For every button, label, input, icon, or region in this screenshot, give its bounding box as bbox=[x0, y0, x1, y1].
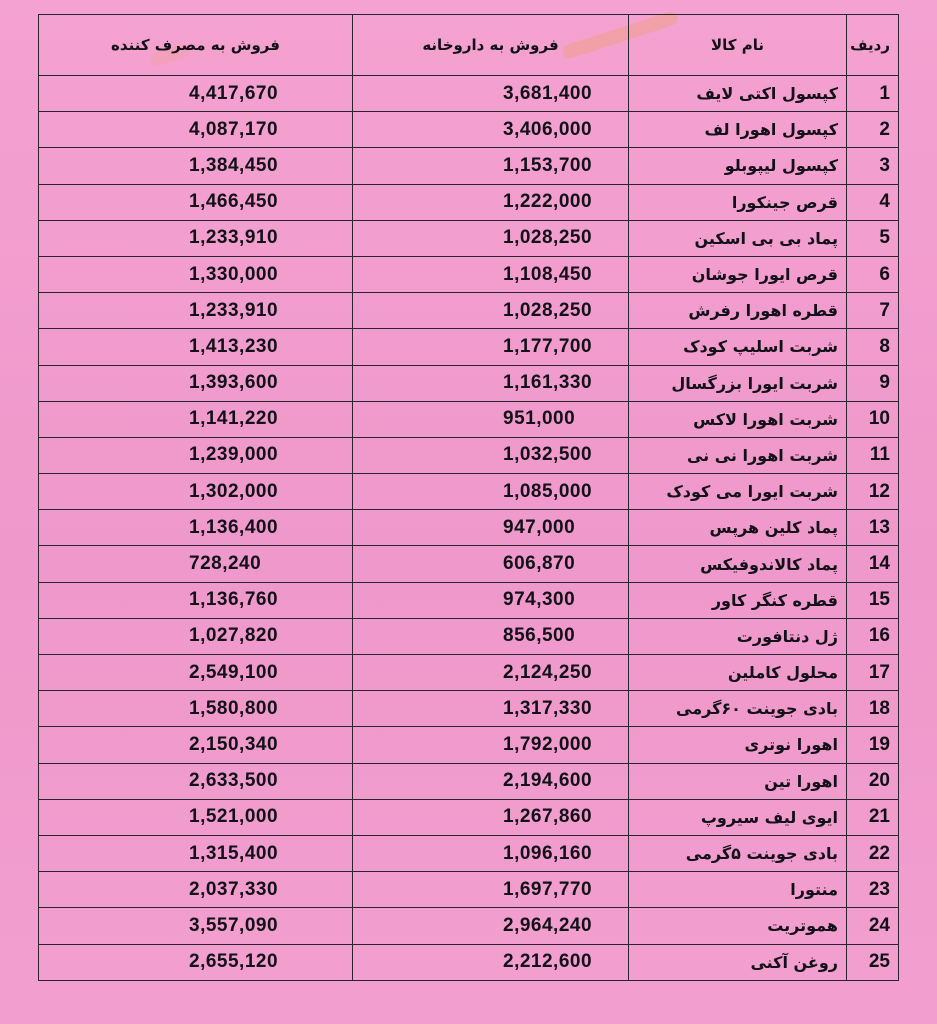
table-row bbox=[39, 799, 899, 835]
header-pharmacy-sales: فروش به داروخانه bbox=[353, 15, 629, 76]
consumer-price-cell: 2,037,330 bbox=[39, 872, 353, 908]
table-row bbox=[39, 872, 899, 908]
table-row bbox=[39, 184, 899, 220]
product-name-cell: قرص ایورا جوشان bbox=[629, 256, 847, 292]
product-name-cell: محلول کاملین bbox=[629, 655, 847, 691]
product-name-cell: کپسول لیپوبلو bbox=[629, 148, 847, 184]
table-row bbox=[39, 944, 899, 980]
pharmacy-price-cell: 2,964,240 bbox=[353, 908, 629, 944]
row-number-cell: 8 bbox=[847, 329, 899, 365]
row-number-cell: 18 bbox=[847, 691, 899, 727]
consumer-price-cell: 1,302,000 bbox=[39, 474, 353, 510]
pharmacy-price-cell: 1,267,860 bbox=[353, 799, 629, 835]
table-row bbox=[39, 76, 899, 112]
product-name-cell: شربت اهورا نی نی bbox=[629, 437, 847, 473]
table-row bbox=[39, 908, 899, 944]
table-row bbox=[39, 510, 899, 546]
consumer-price-cell: 4,417,670 bbox=[39, 76, 353, 112]
consumer-price-cell: 3,557,090 bbox=[39, 908, 353, 944]
row-number-cell: 1 bbox=[847, 76, 899, 112]
pharmacy-price-cell: 1,032,500 bbox=[353, 437, 629, 473]
consumer-price-cell: 1,384,450 bbox=[39, 148, 353, 184]
table-row bbox=[39, 618, 899, 654]
product-name-cell: شربت ایورا می کودک bbox=[629, 474, 847, 510]
pharmacy-price-cell: 2,124,250 bbox=[353, 655, 629, 691]
pharmacy-price-cell: 947,000 bbox=[353, 510, 629, 546]
product-name-cell: بادی جوینت ۶۰گرمی bbox=[629, 691, 847, 727]
row-number-cell: 5 bbox=[847, 220, 899, 256]
product-name-cell: کپسول اکتی لایف bbox=[629, 76, 847, 112]
header-row-number: ردیف bbox=[847, 15, 899, 76]
product-name-cell: روغن آکنی bbox=[629, 944, 847, 980]
product-name-cell: منتورا bbox=[629, 872, 847, 908]
pharmacy-price-cell: 1,222,000 bbox=[353, 184, 629, 220]
consumer-price-cell: 2,633,500 bbox=[39, 763, 353, 799]
consumer-price-cell: 2,549,100 bbox=[39, 655, 353, 691]
header-product-name: نام کالا bbox=[629, 15, 847, 76]
table-body bbox=[39, 76, 899, 981]
row-number-cell: 12 bbox=[847, 474, 899, 510]
row-number-cell: 19 bbox=[847, 727, 899, 763]
pharmacy-price-cell: 1,096,160 bbox=[353, 835, 629, 871]
row-number-cell: 17 bbox=[847, 655, 899, 691]
consumer-price-cell: 1,136,760 bbox=[39, 582, 353, 618]
table-row bbox=[39, 256, 899, 292]
row-number-cell: 9 bbox=[847, 365, 899, 401]
row-number-cell: 15 bbox=[847, 582, 899, 618]
row-number-cell: 4 bbox=[847, 184, 899, 220]
consumer-price-cell: 1,233,910 bbox=[39, 293, 353, 329]
product-name-cell: ژل دنتافورت bbox=[629, 618, 847, 654]
pharmacy-price-cell: 1,028,250 bbox=[353, 293, 629, 329]
consumer-price-cell: 2,655,120 bbox=[39, 944, 353, 980]
table-row bbox=[39, 763, 899, 799]
row-number-cell: 20 bbox=[847, 763, 899, 799]
row-number-cell: 25 bbox=[847, 944, 899, 980]
table-row bbox=[39, 112, 899, 148]
pharmacy-price-cell: 2,194,600 bbox=[353, 763, 629, 799]
table-row bbox=[39, 474, 899, 510]
table-row bbox=[39, 401, 899, 437]
consumer-price-cell: 1,580,800 bbox=[39, 691, 353, 727]
product-name-cell: بادی جوینت ۵گرمی bbox=[629, 835, 847, 871]
row-number-cell: 22 bbox=[847, 835, 899, 871]
header-consumer-sales: فروش به مصرف کننده bbox=[39, 15, 353, 76]
consumer-price-cell: 1,413,230 bbox=[39, 329, 353, 365]
consumer-price-cell: 1,521,000 bbox=[39, 799, 353, 835]
row-number-cell: 21 bbox=[847, 799, 899, 835]
row-number-cell: 13 bbox=[847, 510, 899, 546]
consumer-price-cell: 1,315,400 bbox=[39, 835, 353, 871]
pharmacy-price-cell: 1,085,000 bbox=[353, 474, 629, 510]
consumer-price-cell: 1,239,000 bbox=[39, 437, 353, 473]
table-row bbox=[39, 582, 899, 618]
table-row bbox=[39, 546, 899, 582]
product-name-cell: اهورا تین bbox=[629, 763, 847, 799]
consumer-price-cell: 1,141,220 bbox=[39, 401, 353, 437]
product-name-cell: قطره اهورا رفرش bbox=[629, 293, 847, 329]
consumer-price-cell: 1,027,820 bbox=[39, 618, 353, 654]
product-name-cell: شربت اهورا لاکس bbox=[629, 401, 847, 437]
product-name-cell: پماد بی بی اسکین bbox=[629, 220, 847, 256]
pharmacy-price-cell: 3,681,400 bbox=[353, 76, 629, 112]
row-number-cell: 14 bbox=[847, 546, 899, 582]
pharmacy-price-cell: 1,792,000 bbox=[353, 727, 629, 763]
product-name-cell: پماد کالاندوفیکس bbox=[629, 546, 847, 582]
table-row bbox=[39, 365, 899, 401]
row-number-cell: 23 bbox=[847, 872, 899, 908]
row-number-cell: 7 bbox=[847, 293, 899, 329]
consumer-price-cell: 1,233,910 bbox=[39, 220, 353, 256]
table-row bbox=[39, 220, 899, 256]
pharmacy-price-cell: 1,697,770 bbox=[353, 872, 629, 908]
product-name-cell: قرص جینکورا bbox=[629, 184, 847, 220]
product-name-cell: شربت اسلیپ کودک bbox=[629, 329, 847, 365]
row-number-cell: 11 bbox=[847, 437, 899, 473]
product-name-cell: هموتریت bbox=[629, 908, 847, 944]
product-name-cell: کپسول اهورا لف bbox=[629, 112, 847, 148]
product-price-table bbox=[38, 14, 899, 981]
pharmacy-price-cell: 856,500 bbox=[353, 618, 629, 654]
table-row bbox=[39, 329, 899, 365]
consumer-price-cell: 1,466,450 bbox=[39, 184, 353, 220]
pharmacy-price-cell: 1,317,330 bbox=[353, 691, 629, 727]
row-number-cell: 2 bbox=[847, 112, 899, 148]
consumer-price-cell: 728,240 bbox=[39, 546, 353, 582]
table-row bbox=[39, 727, 899, 763]
consumer-price-cell: 2,150,340 bbox=[39, 727, 353, 763]
row-number-cell: 24 bbox=[847, 908, 899, 944]
product-name-cell: قطره کنگر کاور bbox=[629, 582, 847, 618]
product-name-cell: پماد کلین هرپس bbox=[629, 510, 847, 546]
table-row bbox=[39, 655, 899, 691]
pharmacy-price-cell: 1,177,700 bbox=[353, 329, 629, 365]
pharmacy-price-cell: 1,161,330 bbox=[353, 365, 629, 401]
row-number-cell: 10 bbox=[847, 401, 899, 437]
pharmacy-price-cell: 3,406,000 bbox=[353, 112, 629, 148]
pharmacy-price-cell: 606,870 bbox=[353, 546, 629, 582]
pharmacy-price-cell: 1,108,450 bbox=[353, 256, 629, 292]
row-number-cell: 6 bbox=[847, 256, 899, 292]
row-number-cell: 16 bbox=[847, 618, 899, 654]
consumer-price-cell: 1,393,600 bbox=[39, 365, 353, 401]
table-row bbox=[39, 148, 899, 184]
pharmacy-price-cell: 974,300 bbox=[353, 582, 629, 618]
product-name-cell: شربت ایورا بزرگسال bbox=[629, 365, 847, 401]
consumer-price-cell: 4,087,170 bbox=[39, 112, 353, 148]
table-row bbox=[39, 293, 899, 329]
pharmacy-price-cell: 2,212,600 bbox=[353, 944, 629, 980]
table-row bbox=[39, 835, 899, 871]
consumer-price-cell: 1,136,400 bbox=[39, 510, 353, 546]
row-number-cell: 3 bbox=[847, 148, 899, 184]
product-name-cell: ایوی لیف سیروپ bbox=[629, 799, 847, 835]
table-header-row bbox=[39, 15, 899, 76]
pharmacy-price-cell: 1,153,700 bbox=[353, 148, 629, 184]
consumer-price-cell: 1,330,000 bbox=[39, 256, 353, 292]
table-row bbox=[39, 691, 899, 727]
pharmacy-price-cell: 951,000 bbox=[353, 401, 629, 437]
pharmacy-price-cell: 1,028,250 bbox=[353, 220, 629, 256]
product-name-cell: اهورا نوتری bbox=[629, 727, 847, 763]
table-row bbox=[39, 437, 899, 473]
